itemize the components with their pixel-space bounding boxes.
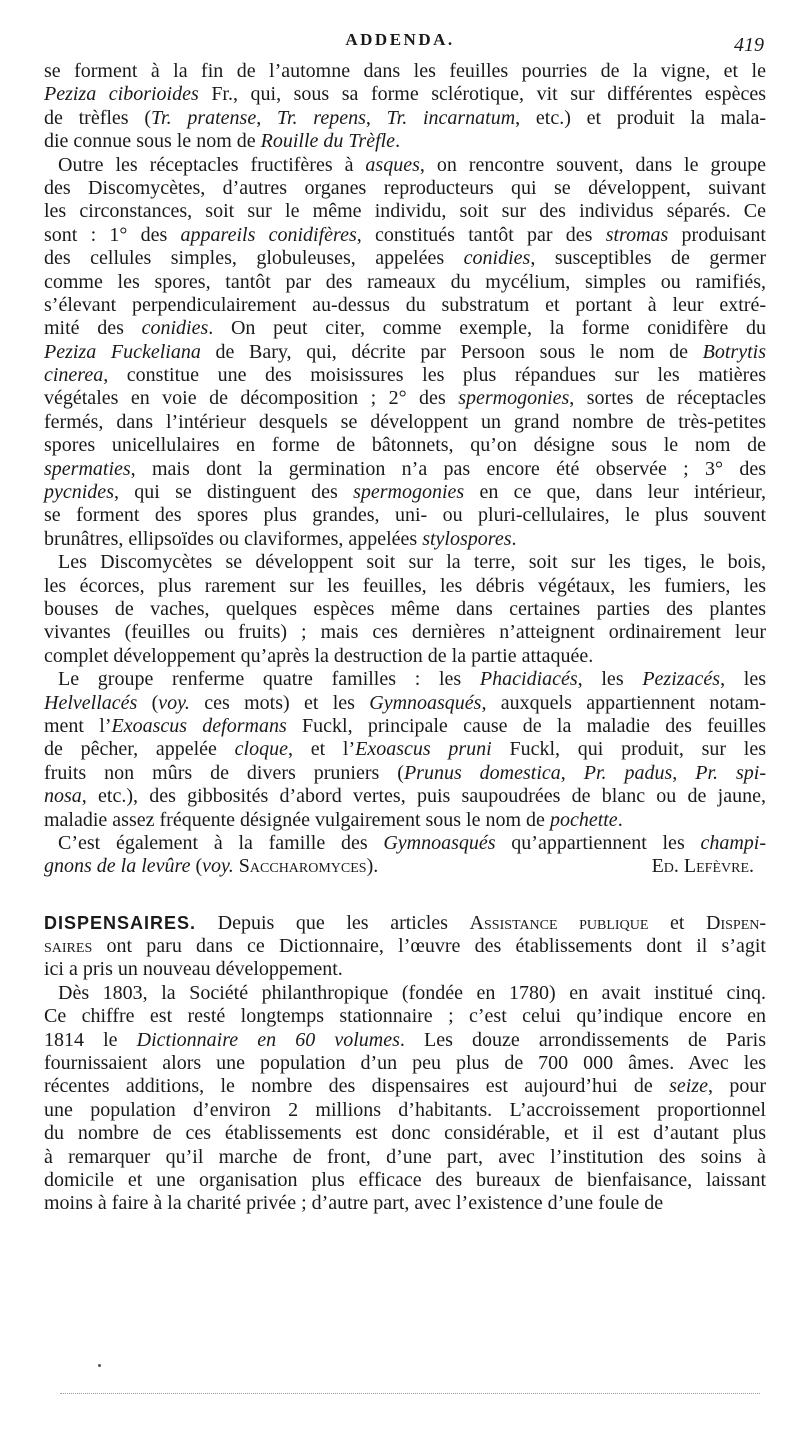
text-line (44, 341, 766, 364)
text-run: , les (720, 668, 767, 691)
italic-run: Exoascus deformans (111, 714, 287, 737)
italic-run: asques (365, 153, 420, 176)
text-run: , qui se distinguent des (113, 481, 354, 504)
text-run: spores unicellulaires en forme de bâtonnets, qu’on désigne sous le nom de (44, 434, 766, 457)
text-line (44, 60, 766, 83)
text-run: Depuis que les articles (196, 911, 470, 934)
italic-run: seize (669, 1075, 708, 1098)
text-run: Les Discomycètes se développent soit sur la terre, soit sur les tiges, le bois, (58, 551, 766, 574)
italic-run: stylospores (422, 527, 512, 550)
text-run: , constitués tantôt par des (356, 223, 606, 246)
text-line (44, 387, 766, 410)
small-caps-run: saires (44, 935, 93, 958)
text-run: Ce chiffre est resté longtemps stationnaire ; c’est celui qu’indique encore en (44, 1005, 766, 1028)
text-line (44, 692, 766, 715)
italic-run: Tr. repens (276, 106, 366, 129)
text-run: ici a pris un nouveau développement. (44, 958, 343, 981)
text-run: maladie assez fréquente désignée vulgairement sous le nom de (44, 808, 550, 831)
text-run: complet développement qu’après la destruction de la partie attaquée. (44, 644, 594, 667)
text-line (44, 434, 766, 457)
text-run: , les (577, 668, 643, 691)
text-run: , susceptibles de germer (530, 247, 766, 270)
text-run: , sortes de réceptacles (569, 387, 767, 410)
paragraph (44, 154, 766, 552)
text-line (44, 645, 766, 668)
text-line (44, 785, 766, 808)
text-line (44, 598, 766, 621)
text-run: Fuckl, principale cause de la maladie des feuilles (286, 714, 766, 737)
text-line (44, 575, 766, 598)
text-line (44, 958, 766, 981)
italic-run: Gymnoasqués (369, 691, 482, 714)
text-run: se forment des spores plus grandes, uni- ou pluri-cellulaires, le plus souvent (44, 504, 766, 527)
text-line (44, 762, 766, 785)
text-run: sont : 1° des (44, 223, 181, 246)
text-run: ces mots) et les (189, 691, 370, 714)
text-line (44, 528, 766, 551)
text-run: des Discomycètes, d’autres organes reproducteurs qui se développent, suivant (44, 176, 766, 199)
text-line (44, 271, 766, 294)
text-line (44, 832, 766, 855)
text-run: mité des (44, 317, 142, 340)
text-run: , on rencontre souvent, dans le groupe (419, 153, 766, 176)
text-run: , constitue une des moisissures les plus répandues sur les matières (103, 364, 766, 387)
small-caps-run: Assistance publique (469, 911, 649, 934)
italic-run: Pr. spi- (695, 761, 766, 784)
text-run: , et l’ (287, 738, 356, 761)
text-run: de trèfles ( (44, 106, 151, 129)
text-run: , (256, 106, 277, 129)
italic-run: Gymnoasqués (383, 831, 496, 854)
paragraph (44, 60, 766, 154)
text-run: végétales en voie de décomposition ; 2° des (44, 387, 459, 410)
italic-run: pycnides (44, 481, 114, 504)
text-run: . Les douze arrondissements de Paris (399, 1028, 766, 1051)
text-run: Fuckl, qui produit, sur les (491, 738, 766, 761)
text-line (44, 912, 766, 935)
italic-run: Tr. pratense (151, 106, 257, 129)
bottom-rule (60, 1393, 760, 1394)
body-text (44, 60, 766, 1216)
text-run: ). (366, 855, 379, 878)
text-line (44, 154, 766, 177)
paragraph (44, 982, 766, 1216)
text-run: , pour (708, 1075, 766, 1098)
italic-run: stromas (605, 223, 669, 246)
text-line (44, 1005, 766, 1028)
text-run: . (395, 130, 401, 153)
text-line (44, 1075, 766, 1098)
text-line (44, 107, 766, 130)
text-run: C’est également à la famille des (58, 831, 384, 854)
text-run: de pêcher, appelée (44, 738, 235, 761)
text-run: fournissaient alors une population d’un peu plus de 700 000 âmes. Avec les (44, 1052, 766, 1075)
text-run: moins à faire à la charité privée ; d’autre part, avec l’existence d’une foule de (44, 1192, 664, 1215)
small-caps-run: Saccharomyces (238, 855, 367, 878)
text-line (44, 551, 766, 574)
italic-run: Rouille du Trèfle (260, 130, 396, 153)
text-run: les circonstances, soit sur le même individu, soit sur des individus séparés. Ce (44, 200, 766, 223)
text-run: domicile et une organisation plus efficace des bureaux de bienfaisance, laissant (44, 1168, 766, 1191)
italic-run: Pezizacés (642, 668, 721, 691)
text-run: et (648, 911, 707, 934)
text-run: brunâtres, ellipsoïdes ou claviformes, appelées (44, 527, 423, 550)
text-run: à remarquer qu’il marche de front, d’une part, avec l’institution des soins à (44, 1145, 766, 1168)
italic-run: cinerea (44, 364, 104, 387)
text-line (44, 1052, 766, 1075)
author-signature: Ed. Lefèvre. (651, 855, 754, 878)
text-run: ont paru dans ce Dictionnaire, l’œuvre des établissements dont il s’agit (92, 935, 766, 958)
text-line (44, 177, 766, 200)
italic-run: Phacidiacés (479, 668, 578, 691)
running-title: ADDENDA. (345, 30, 455, 49)
text-line (44, 1192, 766, 1215)
paragraph (44, 551, 766, 668)
text-run: les écorces, plus rarement sur les feuilles, les débris végétaux, les fumiers, les (44, 574, 766, 597)
text-run: , (560, 761, 584, 784)
entry-gap (44, 879, 766, 912)
text-line (44, 224, 766, 247)
italic-run: Peziza ciborioides (44, 83, 199, 106)
text-line (44, 1122, 766, 1145)
print-speck (98, 1364, 101, 1367)
text-run: . On peut citer, comme exemple, la forme conidifère du (208, 317, 766, 340)
text-run: die connue sous le nom de (44, 130, 261, 153)
text-run: comme les spores, tantôt par des rameaux du mycélium, simples ou ramifiés, (44, 270, 766, 293)
text-run: Le groupe renferme quatre familles : les (58, 668, 480, 691)
page-number: 419 (734, 34, 764, 56)
text-line (44, 855, 766, 878)
text-line (44, 809, 766, 832)
text-line (44, 738, 766, 761)
text-line (44, 1029, 766, 1052)
text-line (44, 1169, 766, 1192)
text-line (44, 715, 766, 738)
text-line (44, 200, 766, 223)
text-line (44, 130, 766, 153)
italic-run: Exoascus pruni (355, 738, 492, 761)
italic-run: cloque (234, 738, 288, 761)
text-run: Fr., qui, sous sa forme sclérotique, vit sur différentes espèces (198, 83, 766, 106)
italic-run: Tr. incarnatum (386, 106, 516, 129)
text-line (44, 317, 766, 340)
italic-run: conidies (463, 247, 531, 270)
text-line (44, 294, 766, 317)
text-run: fermés, dans l’intérieur desquels se développent un grand nombre de très-petites (44, 410, 766, 433)
italic-run: appareils conidifères (180, 223, 357, 246)
text-run: ment l’ (44, 714, 112, 737)
text-run: , mais dont la germination n’a pas encore été observée ; 3° des (130, 457, 766, 480)
text-line (44, 481, 766, 504)
italic-run: gnons de la levûre (44, 855, 191, 878)
italic-run: nosa (44, 785, 82, 808)
text-run: . (617, 808, 623, 831)
text-line (44, 1099, 766, 1122)
text-run: ( (190, 855, 203, 878)
text-run: Outre les réceptacles fructifères à (58, 153, 366, 176)
italic-run: Peziza Fuckeliana (44, 340, 201, 363)
italic-run: Helvellacés (44, 691, 138, 714)
text-line (44, 83, 766, 106)
italic-run: spermogonies (458, 387, 570, 410)
text-run: , etc.) et produit la mala- (515, 106, 767, 129)
text-line (44, 504, 766, 527)
text-run: du nombre de ces établissements est donc considérable, et il est d’autant plus (44, 1122, 766, 1145)
italic-run: Dictionnaire en 60 volumes (136, 1028, 400, 1051)
italic-run: Prunus domestica (403, 761, 561, 784)
text-run: en ce que, dans leur intérieur, (464, 481, 766, 504)
paragraph (44, 832, 766, 879)
italic-run: spermogonies (353, 481, 465, 504)
italic-run: conidies (141, 317, 209, 340)
text-run: ( (137, 691, 159, 714)
paragraph (44, 668, 766, 832)
text-run: , (672, 761, 696, 784)
text-run: vivantes (feuilles ou fruits) ; mais ces dernières n’atteignent ordinairement leur (44, 621, 766, 644)
text-run: récentes additions, le nombre des dispensaires est aujourd’hui de (44, 1075, 670, 1098)
italic-run: champi- (700, 831, 766, 854)
text-run: des cellules simples, globuleuses, appelées (44, 247, 464, 270)
text-run: bouses de vaches, quelques espèces même dans certaines parties des plantes (44, 597, 766, 620)
text-run: de Bary, qui, décrite par Persoon sous le nom de (200, 340, 703, 363)
text-run: . (511, 527, 517, 550)
text-line (44, 668, 766, 691)
text-run: , auxquels appartiennent notam- (481, 691, 766, 714)
text-line (44, 247, 766, 270)
entry-headword: DISPENSAIRES. (44, 912, 197, 933)
text-run: , etc.), des gibbosités d’abord vertes, puis saupoudrées de blanc ou de jaune, (81, 785, 766, 808)
text-line (44, 411, 766, 434)
italic-run: spermaties (44, 457, 131, 480)
text-run: une population d’environ 2 millions d’habitants. L’accroissement proportionnel (44, 1098, 766, 1121)
text-run: se forment à la fin de l’automne dans les feuilles pourries de la vigne, et le (44, 60, 766, 82)
italic-run: Botrytis (702, 340, 766, 363)
text-line (44, 364, 766, 387)
entry-dispensaires (44, 912, 766, 982)
text-line (44, 458, 766, 481)
small-caps-run: Dispen- (706, 911, 767, 934)
italic-run: pochette (549, 808, 618, 831)
text-run: fruits non mûrs de divers pruniers ( (44, 761, 404, 784)
text-run: produisant (668, 223, 766, 246)
text-run: qu’appartiennent les (495, 831, 701, 854)
text-line (44, 935, 766, 958)
text-run: , (365, 106, 387, 129)
text-line (44, 621, 766, 644)
text-line (44, 982, 766, 1005)
italic-run: voy. (158, 691, 190, 714)
italic-run: Pr. padus (583, 761, 673, 784)
text-run: Dès 1803, la Société philanthropique (fondée en 1780) en avait institué cinq. (58, 981, 766, 1004)
text-run: 1814 le (44, 1028, 137, 1051)
text-run: s’élevant perpendiculairement au-dessus du substratum et portant à leur extré- (44, 293, 766, 316)
text-line (44, 1146, 766, 1169)
italic-run: voy. (202, 855, 234, 878)
